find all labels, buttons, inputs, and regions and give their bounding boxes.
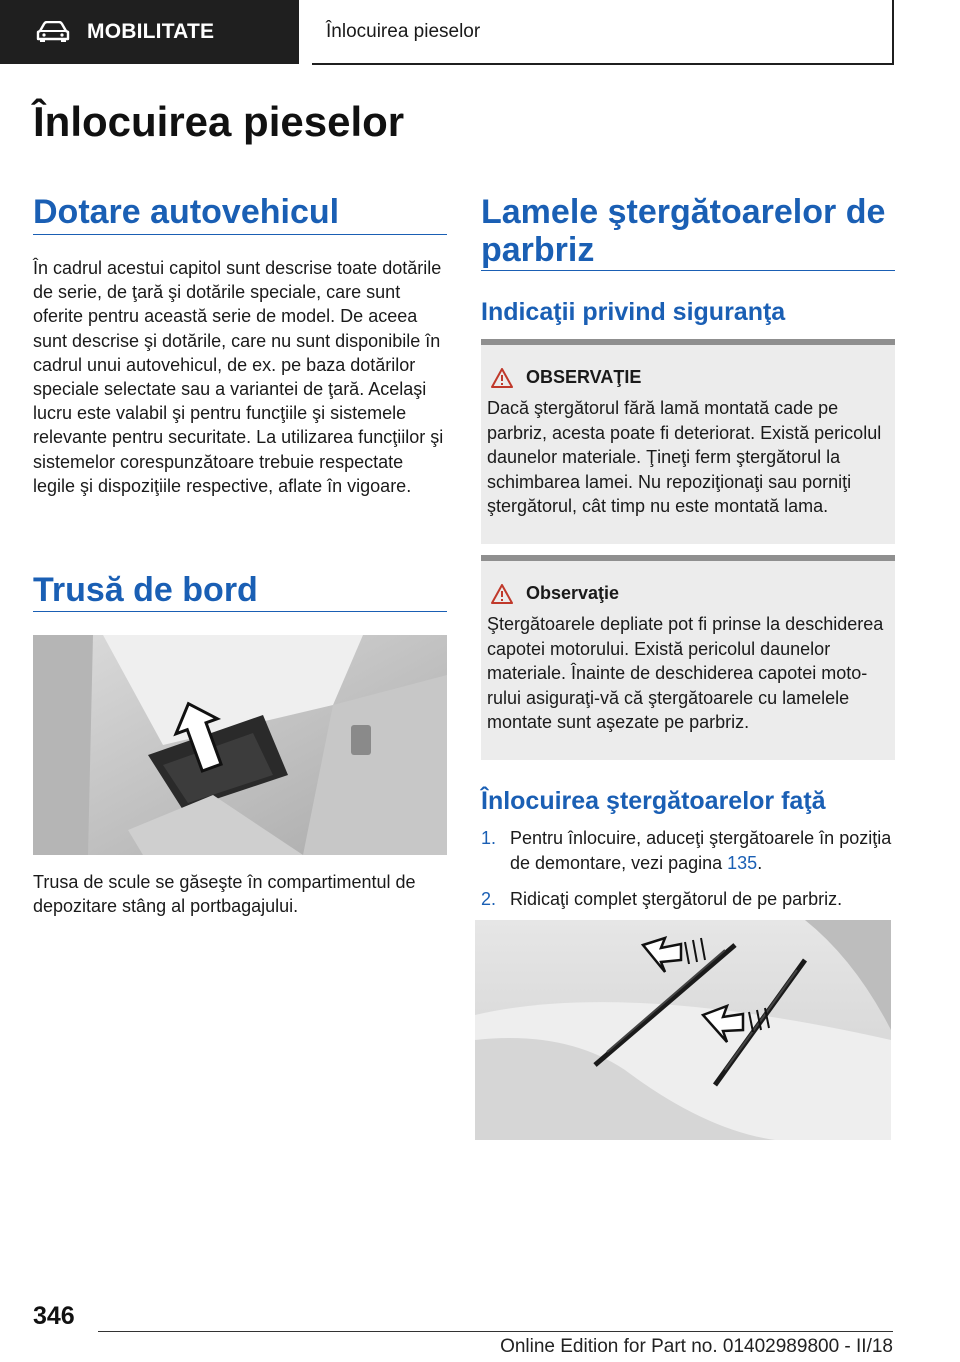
front-wipers-heading: Înlocuirea ştergătoarelor faţă — [481, 787, 826, 815]
step-text-end: . — [757, 852, 763, 873]
notice-title: OBSERVAŢIE — [526, 367, 642, 387]
equipment-heading: Dotare autovehicul — [33, 193, 340, 231]
step-number: 2. — [481, 889, 497, 909]
section-label: MOBILITATE — [87, 20, 215, 43]
toolkit-heading: Trusă de bord — [33, 571, 258, 609]
warning-triangle-icon — [491, 368, 513, 388]
notice-caution — [481, 555, 895, 760]
chapter-label: Înlocuirea pieselor — [326, 20, 481, 42]
footer-rule — [98, 1331, 893, 1332]
steps-list — [481, 826, 895, 924]
toolkit-caption: Trusa de scule se găseşte în compartimentul de depozitare stâng al portbagajului. — [33, 872, 416, 917]
notice-text: Ştergătoarele depliate pot fi prinse la deschiderea capotei motorului. Există pericolul daunelor materiale. Înainte de deschiderea capotei motorului asiguraţi-vă că ştergătoarele cu lamelele montate sunt aşezate pe parbriz. — [487, 614, 884, 732]
warning-triangle-icon — [491, 584, 513, 604]
step-text: Ridicaţi complet ştergătorul de pe parbriz. — [510, 889, 843, 909]
step-text: Pentru înlocuire, aduceţi ştergătoarele în poziţia de demontare, vezi pagina — [510, 828, 892, 873]
page-title: Înlocuirea pieselor — [33, 98, 405, 145]
page-link[interactable]: 135 — [727, 852, 758, 873]
heading-rule — [33, 234, 447, 235]
step-item — [481, 826, 895, 875]
heading-rule — [33, 611, 447, 612]
heading-rule — [481, 270, 895, 271]
section-tab — [0, 0, 299, 64]
edition-note: Online Edition for Part no. 01402989800 - II/18 — [500, 1336, 893, 1357]
notice-bar — [481, 339, 895, 345]
page-number: 346 — [33, 1302, 75, 1330]
notice-title: Observaţie — [526, 583, 620, 603]
equipment-paragraph: În cadrul acestui capitol sunt descrise toate dotările de serie, de ţară şi dotările speciale, care sunt oferite pentru această serie de model. De aceea sunt descrise şi dotările, care nu sunt disponibile în cadrul unui autovehicul, de ex. pe baza dotărilor speciale selectate sau a variantei de ţară. Acelaşi lucru este valabil şi pentru funcţiile şi sistemele relevante pentru securitate. La utilizarea funcţiilor şi sistemelor corespunzătoare trebuie respectate legile şi dispoziţiile respective, aflate în vigoare. — [33, 258, 444, 496]
safety-heading: Indicaţii privind siguranţa — [481, 298, 786, 326]
step-number: 1. — [481, 828, 497, 848]
windshield-wipers-image — [475, 920, 891, 1140]
car-icon — [36, 21, 70, 43]
step-item — [481, 887, 895, 912]
notice-bar — [481, 555, 895, 561]
notice-warning — [481, 339, 895, 544]
trunk-toolkit-image — [33, 635, 447, 855]
notice-text: Dacă ştergătorul fără lamă montată cade pe parbriz, acesta poate fi deteriorat. Există pericolul daunelor materiale. Ţineţi ferm ştergătorul la schimbarea lamei. Nu repoziţionaţi sau porniţi ştergătorul, cât timp nu este montată lama. — [487, 398, 882, 516]
wiper-heading: Lamele ştergătoarelor de parbriz — [481, 193, 886, 269]
chapter-tab — [312, 0, 894, 65]
